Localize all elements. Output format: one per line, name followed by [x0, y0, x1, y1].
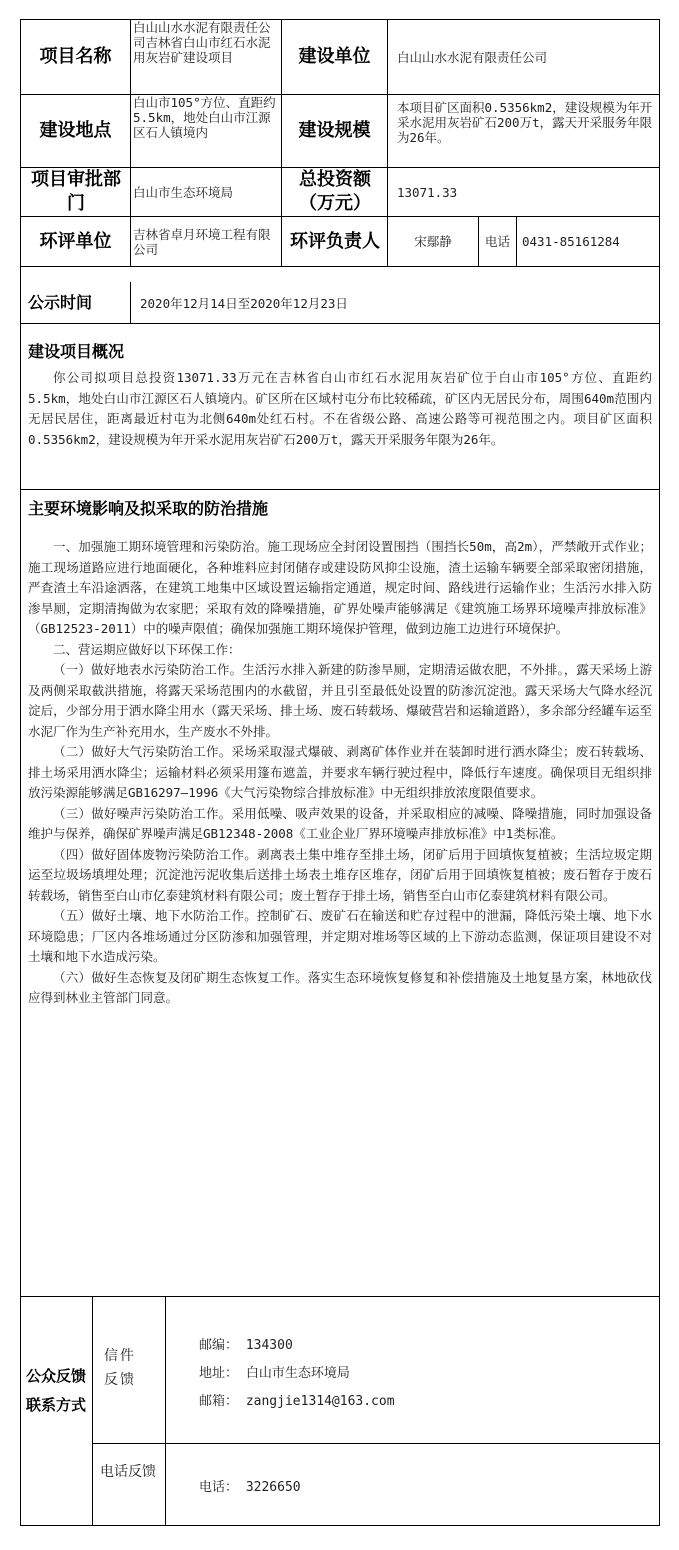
measure-paragraph: 二、营运期应做好以下环保工作： [53, 641, 241, 657]
eia-unit-label: 环评单位 [39, 230, 112, 252]
measure-paragraph: （三）做好噪声污染防治工作。采用低噪、吸声效果的设备，并采取相应的减噪、降噪措施，同时加强设备维护与保养，确保矿界噪声满足GB12348-2008《工业企业厂界环境噪声排放标准》中1类标准。 [28, 805, 652, 841]
col-divider [92, 1296, 93, 1526]
col-divider [165, 1296, 166, 1526]
investment-label: 总投资额（万元） [299, 169, 371, 214]
scale-label: 建设规模 [298, 120, 371, 141]
mail-feedback-label: 信件反馈 [104, 1348, 136, 1388]
address-text: 地址： 白山市生态环境局 [199, 1366, 350, 1381]
measure-paragraph: （五）做好土壤、地下水防治工作。控制矿石、废矿石在输送和贮存过程中的泄漏，降低污染土壤、地下水环境隐患；厂区内各堆场通过分区防渗和加强管理，并定期对堆场等区域的上下游动态监测，保证项目建设不对土壤和地下水造成污染。 [28, 908, 652, 964]
overview-text: 你公司拟项目总投资13071.33万元在吉林省白山市红石水泥用灰岩矿位于白山市105°方位、直距约5.5km，地处白山市江源区石人镇境内。矿区所在区域村屯分布比较稀疏，矿区内无居民分布，周围640m范围内无居民居住，距离最近村屯为北侧640m处红石村。不在省级公路、高速公路等可视范围之内。项目矿区面积0.5356km2，建设规模为年开采水泥用灰岩矿石200万t，露天开采服务年限为26年。 [28, 370, 652, 447]
project-name-label: 项目名称 [39, 46, 112, 67]
email-text: 邮箱： zangjie1314@163.com [199, 1394, 395, 1409]
measure-paragraph: （二）做好大气污染防治工作。采场采取湿式爆破、剥离矿体作业并在装卸时进行洒水降尘；废石转载场、排土场采用洒水降尘；运输材料必须采用篷布遮盖，并要求车辆行驶过程中，降低行车速度。确保项目无组织排放污染源能够满足GB16297—1996《大气污染物综合排放标准》中无组织排放浓度限值要求。 [28, 744, 652, 800]
row-divider [20, 1296, 660, 1297]
location-label: 建设地点 [39, 120, 112, 141]
approval-value: 白山市生态环境局 [133, 184, 234, 200]
table-border-right [659, 19, 660, 1526]
measure-paragraph: （六）做好生态恢复及闭矿期生态恢复工作。落实生态环境恢复修复和补偿措施及土地复垦方案，林地砍伐应得到林业主管部门同意。 [28, 969, 652, 1005]
measure-paragraph: （一）做好地表水污染防治工作。生活污水排入新建的防渗旱厕，定期清运做农肥，不外排。，露天采场上游及两侧采取截洪措施，将露天采场范围内的水截留，并且引至最低处设置的防渗沉淀池。露天采场大气降水经沉淀后，少部分用于洒水降尘用水（露天采场、排土场、废石转载场、爆破营岩和运输道路），多余部分经罐车运至水泥厂作为生产补充用水，生产废水不外排。 [28, 662, 652, 739]
col-divider [516, 216, 517, 267]
measures-title: 主要环境影响及拟采取的防治措施 [28, 499, 269, 518]
overview-title: 建设项目概况 [28, 342, 125, 361]
col-divider [130, 19, 131, 267]
approval-label: 项目审批部门 [31, 169, 121, 214]
feedback-title: 公众反馈联系方式 [26, 1367, 87, 1414]
row-divider [92, 1443, 660, 1444]
project-name-value: 白山山水水泥有限责任公司吉林省白山市红石水泥用灰岩矿建设项目 [133, 20, 271, 65]
eia-phone-value: 0431-85161284 [522, 234, 620, 249]
eia-phone-label: 电话 [484, 234, 510, 249]
phone-text: 电话： 3226650 [199, 1480, 301, 1495]
location-value: 白山市105°方位、直距约5.5km，地处白山市江源区石人镇境内 [133, 95, 276, 140]
col-divider [130, 282, 131, 324]
period-label: 公示时间 [28, 293, 93, 312]
scale-value: 本项目矿区面积0.5356km2，建设规模为年开采水泥用灰岩矿石200万t，露天开采服务年限为26年。 [397, 100, 653, 145]
builder-label: 建设单位 [298, 46, 371, 67]
table-border-bottom [20, 1525, 660, 1526]
row-divider [20, 266, 660, 267]
eia-person-label: 环评负责人 [290, 230, 380, 252]
measure-paragraph: （四）做好固体废物污染防治工作。剥离表土集中堆存至排土场，闭矿后用于回填恢复植被；生活垃圾定期运至垃圾场填埋处理；沉淀池污泥收集后送排土场表土堆存区堆存，闭矿后用于回填恢复植被；废石暂存于废石转载场，销售至白山市亿泰建筑材料有限公司；废土暂存于排土场，销售至白山市亿泰建筑材料有限公司。 [28, 846, 652, 903]
investment-value: 13071.33 [397, 184, 458, 200]
period-value: 2020年12月14日至2020年12月23日 [140, 295, 348, 311]
row-divider [20, 489, 660, 490]
measure-paragraph: 一、加强施工期环境管理和污染防治。施工现场应全封闭设置围挡（围挡长50m，高2m），严禁敞开式作业；施工现场道路应进行地面硬化，各种堆料应封闭储存或建设防风抑尘设施，渣土运输车辆要全部采取密闭措施，严查渣土车沿途洒落，在建筑工地集中区域设置运输指定通道，规定时间、路线进行运输作业；生活污水排入防渗旱厕，定期清掏做为农家肥；采取有效的降噪措施，矿界处噪声能够满足《建筑施工场界环境噪声排放标准》（GB12523-2011）中的噪声限值；确保加强施工期环境保护管理，做到边施工边进行环境保护。 [28, 539, 652, 636]
eia-person-value: 宋鄢静 [414, 234, 452, 249]
postcode-text: 邮编： 134300 [199, 1338, 293, 1353]
phone-feedback-label: 电话反馈 [100, 1464, 156, 1480]
eia-unit-value: 吉林省卓月环境工程有限公司 [133, 226, 271, 257]
builder-value: 白山山水水泥有限责任公司 [397, 49, 548, 65]
measures-body [28, 537, 652, 1009]
